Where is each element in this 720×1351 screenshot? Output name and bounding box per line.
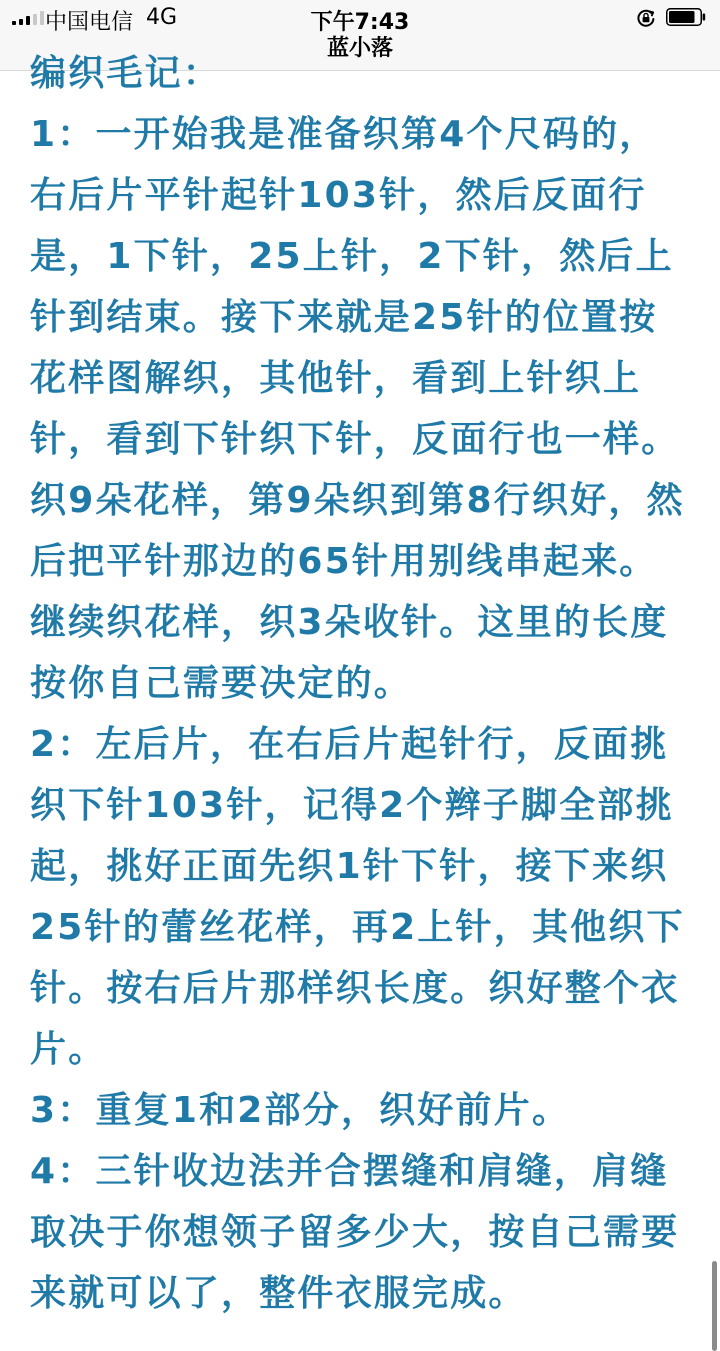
battery-icon [666, 8, 706, 26]
status-bar [0, 0, 720, 36]
article-paragraph: 1：一开始我是准备织第4个尺码的，右后片平针起针103针，然后反面行是，1下针，25上针，2下针，然后上针到结束。接下来就是25针的位置按花样图解织，其他针，看到上针织上针，看到下针织下针，反面行也一样。织9朵花样，第9朵织到第8行织好，然后把平针那边的65针用别线串起来。继续织花样，织3朵收针。这里的长度按你自己需要决定的。 [30, 114, 685, 704]
article-body[interactable] [0, 53, 720, 1314]
scroll-indicator[interactable] [712, 1261, 717, 1351]
status-time: 下午7:43 [310, 10, 410, 35]
network-type: 4G [146, 5, 178, 30]
article-paragraph: 3：重复1和2部分，织好前片。 [30, 1090, 571, 1131]
article-paragraph: 4：三针收边法并合摆缝和肩缝，肩缝取决于你想领子留多少大，按自己需要来就可以了，整件衣服完成。 [30, 1151, 680, 1314]
carrier-name: 中国电信 [45, 10, 134, 35]
rotation-lock-icon [636, 8, 656, 28]
article-heading: 编织毛记： [30, 53, 222, 94]
article-paragraph: 2：左后片，在右后片起针行，反面挑织下针103针，记得2个辫子脚全部挑起，挑好正面先织1针下针，接下来织25针的蕾丝花样，再2上针，其他织下针。按右后片那样织长度。织好整个衣片。 [30, 724, 685, 1070]
page-title: 蓝小落 [326, 36, 393, 61]
article-content [30, 43, 694, 1324]
